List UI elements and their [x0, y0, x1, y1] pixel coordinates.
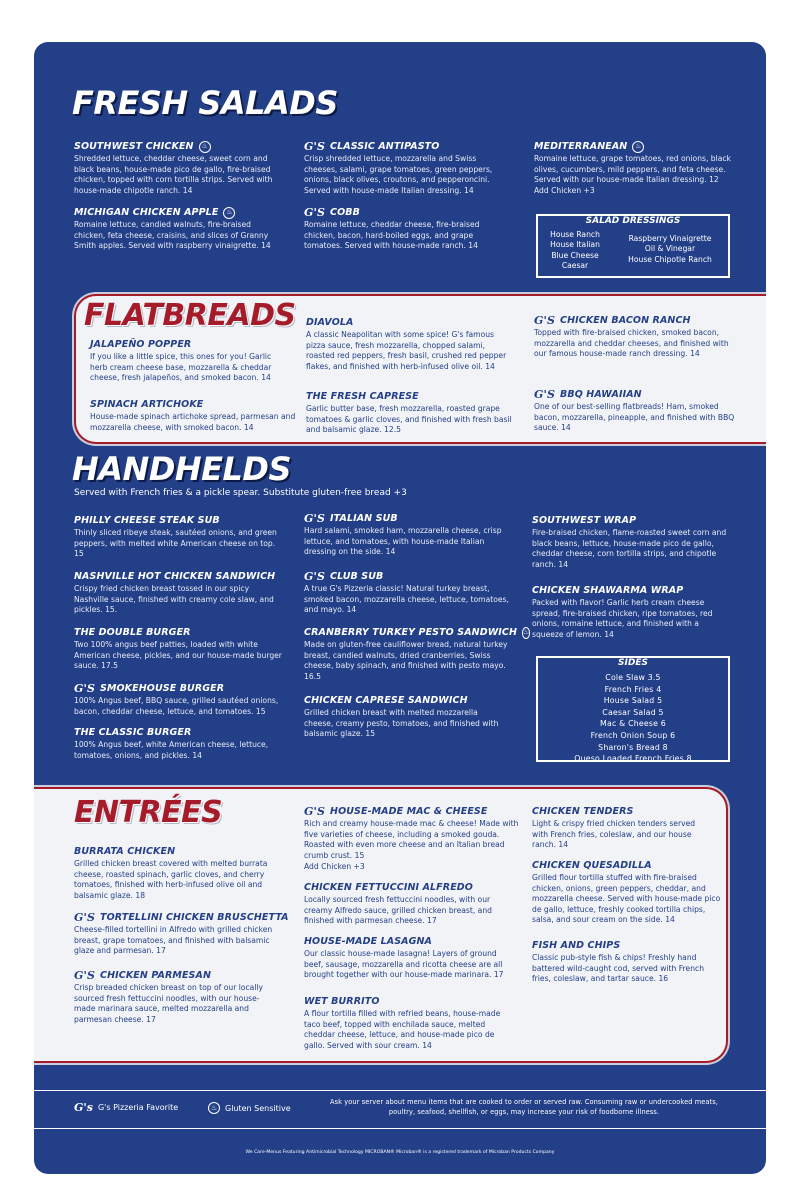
item-description: Hard salami, smoked ham, mozzarella cheese, crisp lettuce, and tomatoes, with house-made Italian dressing on the side. 14 [304, 526, 502, 557]
item-name: BBQ HAWAIIAN [560, 389, 642, 400]
g-favorite-icon: G's [74, 1101, 93, 1114]
gluten-legend-label: Gluten Sensitive [225, 1103, 291, 1113]
gluten-sensitive-icon: ♨ [199, 141, 211, 153]
sides-title: SIDES [612, 658, 654, 668]
menu-item [534, 140, 734, 196]
menu-item [304, 805, 519, 873]
menu-item [304, 626, 530, 682]
gluten-sensitive-icon: ♨ [632, 141, 644, 153]
item-name: ITALIAN SUB [330, 513, 398, 524]
menu-item [534, 388, 738, 434]
item-name: DIAVOLA [306, 317, 354, 328]
menu-item [74, 514, 284, 560]
side-item: Cole Slaw 3.5 [605, 673, 661, 682]
entrees-title: ENTRÉES [74, 795, 223, 830]
salad-dressings-box [536, 214, 730, 278]
item-name: THE FRESH CAPRESE [306, 391, 419, 402]
item-description: Two 100% angus beef patties, loaded with white American cheese, pickles, and our house-made burger sauce. 17.5 [74, 640, 282, 671]
item-name: SOUTHWEST WRAP [532, 515, 637, 526]
g-favorite-icon: G'S [304, 140, 326, 153]
item-name: JALAPEÑO POPPER [90, 339, 192, 350]
item-description: One of our best-selling flatbreads! Ham, smoked bacon, mozzarella, pineapple, and finished with BBQ sauce. 14 [534, 402, 735, 433]
menu-item [74, 911, 289, 957]
dressings-left-list [542, 230, 608, 272]
flatbreads-panel [74, 294, 766, 444]
flatbreads-title: FLATBREADS [84, 298, 296, 333]
item-name: SMOKEHOUSE BURGER [100, 683, 225, 694]
menu-item [304, 694, 509, 740]
item-name: WET BURRITO [304, 996, 380, 1007]
g-favorite-icon: G'S [74, 682, 96, 695]
salads-title: FRESH SALADS [72, 84, 338, 122]
gluten-sensitive-icon: ♨ [208, 1102, 220, 1114]
item-description: Crisp shredded lettuce, mozzarella and Swiss cheeses, salami, grape tomatoes, green peppers, onions, black olives, croutons, and pepperoncini. Served with house-made Italian dressing. 14 [304, 154, 493, 195]
menu-item [74, 570, 279, 616]
g-favorite-icon: G'S [534, 388, 556, 401]
g-favorite-icon: G'S [74, 969, 96, 982]
side-item: Caesar Salad 5 [602, 707, 664, 717]
item-name: HOUSE-MADE LASAGNA [304, 936, 433, 947]
item-name: BURRATA CHICKEN [74, 846, 176, 857]
item-description: 100% Angus beef, white American cheese, lettuce, tomatoes, onions, and pickles. 14 [74, 740, 269, 760]
dressing-item: House Chipotle Ranch [628, 254, 712, 264]
item-description: Crispy fried chicken breast tossed in our spicy Nashville sauce, finished with creamy cole slaw, and pickles. 15. [74, 584, 274, 615]
menu-item [304, 140, 509, 196]
item-description: Romaine lettuce, cheddar cheese, fire-braised chicken, bacon, hard-boiled eggs, and grape tomatoes. Served with house-made ranch. 14 [304, 220, 480, 251]
menu-item [74, 726, 284, 761]
menu-item [532, 939, 718, 985]
item-description: A classic Neapolitan with some spice! G's famous pizza sauce, fresh mozzarella, chopped salami, roasted red peppers, fresh basil, crushed red pepper flakes, and finished with herb-infused olive oil. 14 [306, 330, 507, 371]
menu-item [534, 314, 734, 360]
dressing-item: Blue Cheese [551, 250, 599, 260]
g-favorite-icon: G'S [304, 206, 326, 219]
item-name: FISH AND CHIPS [532, 940, 621, 951]
menu-item [306, 390, 518, 436]
item-description: Our classic house-made lasagna! Layers of ground beef, sausage, mozzarella and ricotta cheese are all brought together with our house-made marinara. 17 [304, 949, 504, 980]
item-description: Made on gluten-free cauliflower bread, natural turkey breast, candied walnuts, dried cranberries, Swiss cheese, baby spinach, and finished with pesto mayo. 16.5 [304, 640, 508, 681]
item-description: Garlic butter base, fresh mozzarella, roasted grape tomatoes & garlic cloves, and finished with fresh basil and balsamic glaze. 12.5 [306, 404, 512, 435]
dressings-right-list [612, 234, 728, 265]
favorite-legend-label: G's Pizzeria Favorite [97, 1103, 179, 1112]
item-name: MEDITERRANEAN [534, 141, 628, 152]
menu-item [74, 626, 284, 672]
menu-item [304, 512, 509, 558]
item-name: PHILLY CHEESE STEAK SUB [74, 515, 220, 526]
footer-top-rule [34, 1090, 766, 1091]
g-favorite-icon: G'S [304, 805, 326, 818]
microban-trademark: We Care-Menus Featuring Antimicrobial Technology MICROBAN® Microban® is a registered trademark of Microban Products Company [245, 1150, 555, 1155]
item-name: CHICKEN CAPRESE SANDWICH [304, 695, 468, 706]
menu-item [74, 682, 289, 717]
item-name: CHICKEN QUESADILLA [532, 860, 652, 871]
item-name: TORTELLINI CHICKEN BRUSCHETTA [100, 912, 289, 923]
gluten-sensitive-icon: ♨ [223, 207, 235, 219]
g-favorite-icon: G'S [74, 911, 96, 924]
item-description: Romaine lettuce, candied walnuts, fire-braised chicken, feta cheese, craisins, and slices of Granny Smith apples. Served with raspberry vinaigrette. 14 [74, 220, 271, 251]
item-description: A true G's Pizzeria classic! Natural turkey breast, smoked bacon, mozzarella cheese, lettuce, tomatoes, and mayo. 14 [304, 584, 509, 615]
g-favorite-icon: G'S [304, 570, 326, 583]
gluten-sensitive-icon: ♨ [522, 627, 530, 639]
dressing-item: Caesar [561, 261, 589, 271]
item-name: CLUB SUB [330, 571, 384, 582]
menu-item [304, 881, 516, 927]
side-item: Mac & Cheese 6 [600, 719, 666, 729]
item-description: A flour tortilla filled with refried beans, house-made taco beef, topped with enchilada sauce, melted cheddar cheese, lettuce, and house-made pico de gallo. Served with sour cream. 14 [304, 1009, 501, 1050]
dressing-item: House Ranch [550, 230, 600, 239]
item-description: Topped with fire-braised chicken, smoked bacon, mozzarella and cheddar cheeses, and finished with our famous house-made ranch dressing. 14 [534, 328, 729, 359]
side-item: French Onion Soup 6 [590, 730, 676, 740]
dressing-item: Oil & Vinegar [644, 244, 696, 254]
side-item: French Fries 4 [604, 684, 662, 694]
menu-item [532, 805, 710, 851]
item-name: CHICKEN PARMESAN [100, 970, 211, 981]
menu-item [306, 316, 512, 372]
item-name: NASHVILLE HOT CHICKEN SANDWICH [74, 571, 276, 582]
side-item: House Salad 5 [603, 696, 663, 706]
menu-item [532, 584, 732, 640]
item-name: SOUTHWEST CHICKEN [74, 141, 194, 152]
item-name: CHICKEN FETTUCCINI ALFREDO [304, 882, 473, 893]
menu-page [34, 42, 766, 1174]
dressing-item: Raspberry Vinaigrette [628, 234, 712, 243]
item-description: Classic pub-style fish & chips! Freshly hand battered wild-caught cod, served with French fries, coleslaw, and tartar sauce. 16 [532, 953, 705, 984]
handhelds-subtitle: Served with French fries & a pickle spear. Substitute gluten-free bread +3 [74, 488, 407, 498]
item-name: SPINACH ARTICHOKE [90, 399, 204, 410]
entrees-panel [34, 787, 728, 1063]
item-extra: Add Chicken +3 [304, 862, 365, 872]
item-description: House-made spinach artichoke spread, parmesan and mozzarella cheese, with smoked bacon. 14 [90, 412, 296, 432]
menu-item [304, 206, 509, 252]
footer-bottom-rule [34, 1128, 766, 1129]
menu-item [304, 935, 516, 981]
gluten-legend [208, 1102, 291, 1114]
item-name: CLASSIC ANTIPASTO [330, 141, 440, 152]
menu-item [74, 969, 279, 1025]
item-description: Fire-braised chicken, flame-roasted sweet corn and black beans, lettuce, house-made pico de gallo, cheddar cheese, corn tortilla strips, and chipotle ranch. 14 [532, 528, 727, 569]
item-name: CRANBERRY TURKEY PESTO SANDWICH [304, 627, 518, 638]
item-description: Romaine lettuce, grape tomatoes, red onions, black olives, cucumbers, mild peppers, and feta cheese. Served with our house-made Italian dressing. 12 Add Chicken +3 [534, 154, 731, 195]
side-item: Queso Loaded French Fries 8 [574, 754, 692, 764]
item-description: Grilled chicken breast covered with melted burrata cheese, roasted spinach, garlic cloves, and cherry tomatoes, finished with herb-infused olive oil and balsamic glaze. 18 [74, 859, 268, 900]
item-description: Cheese-filled tortellini in Alfredo with grilled chicken breast, grape tomatoes, and finished with balsamic glaze and parmesan. 17 [74, 925, 273, 956]
item-name: CHICKEN BACON RANCH [560, 315, 691, 326]
favorite-legend [74, 1102, 178, 1113]
menu-item [90, 398, 300, 433]
item-name: THE DOUBLE BURGER [74, 627, 191, 638]
item-description: Grilled flour tortilla stuffed with fire-braised chicken, onions, green peppers, cheddar, and mozzarella cheese. Served with house-made pico de gallo, lettuce, freshly cooked tortilla chips, salsa, and sour cream on the side. 14 [532, 873, 721, 925]
side-item: Sharon's Bread 8 [598, 742, 668, 752]
menu-item [304, 570, 509, 616]
food-safety-disclaimer: Ask your server about menu items that are cooked to order or served raw. Consuming raw or undercooked meats, poultry, seafood, shellfish, or eggs, may increase your risk of foodborne illness. [330, 1098, 718, 1116]
g-favorite-icon: G'S [304, 512, 326, 525]
item-name: CHICKEN TENDERS [532, 806, 634, 817]
item-description: If you like a little spice, this ones for you! Garlic herb cream cheese base, mozzarella & cheddar cheese, fresh jalapeños, and smoked bacon. 14 [90, 352, 272, 383]
item-description: Packed with flavor! Garlic herb cream cheese spread, fire-braised chicken, ripe tomatoes, red onions, romaine lettuce, and finished with a squeeze of lemon. 14 [532, 598, 713, 639]
item-description: Rich and creamy house-made mac & cheese! Made with five varieties of cheese, including a smoked gouda. Roasted with even more cheese and an Italian bread crumb crust. 15 [304, 819, 519, 860]
item-name: THE CLASSIC BURGER [74, 727, 192, 738]
item-description: Thinly sliced ribeye steak, sautéed onions, and green peppers, with melted white American cheese on top. 15 [74, 528, 277, 559]
salad-dressings-title: SALAD DRESSINGS [580, 216, 687, 226]
menu-item [532, 514, 732, 570]
item-description: 100% Angus beef, BBQ sauce, grilled sautéed onions, bacon, cheddar cheese, lettuce, and tomatoes. 15 [74, 696, 279, 716]
menu-item [74, 845, 279, 901]
item-name: MICHIGAN CHICKEN APPLE [74, 207, 219, 218]
dressing-item: House Italian [550, 240, 600, 250]
sides-box [536, 656, 730, 762]
menu-item [90, 338, 288, 384]
handhelds-title: HANDHELDS [72, 450, 292, 488]
item-name: CHICKEN SHAWARMA WRAP [532, 585, 684, 596]
item-description: Grilled chicken breast with melted mozzarella cheese, creamy pesto, tomatoes, and finished with balsamic glaze. 15 [304, 708, 499, 739]
menu-item [74, 206, 284, 252]
menu-item [532, 859, 722, 926]
g-favorite-icon: G'S [534, 314, 556, 327]
item-description: Light & crispy fried chicken tenders served with French fries, coleslaw, and our house ranch. 14 [532, 819, 696, 850]
item-name: COBB [330, 207, 360, 218]
sides-list [538, 672, 728, 765]
item-description: Crisp breaded chicken breast on top of our locally sourced fresh fettuccini noodles, with our house-made marinara sauce, melted mozzarella and parmesan cheese. 17 [74, 983, 264, 1024]
menu-item [74, 140, 284, 196]
item-description: Locally sourced fresh fettuccini noodles, with our creamy Alfredo sauce, grilled chicken breast, and finished with parmesan cheese. 17 [304, 895, 492, 926]
menu-item [304, 995, 516, 1051]
item-name: HOUSE-MADE MAC & CHEESE [330, 806, 488, 817]
item-description: Shredded lettuce, cheddar cheese, sweet corn and black beans, house-made pico de gallo, fire-braised chicken, topped with corn tortilla strips. Served with house-made chipotle ranch. 14 [74, 154, 273, 195]
